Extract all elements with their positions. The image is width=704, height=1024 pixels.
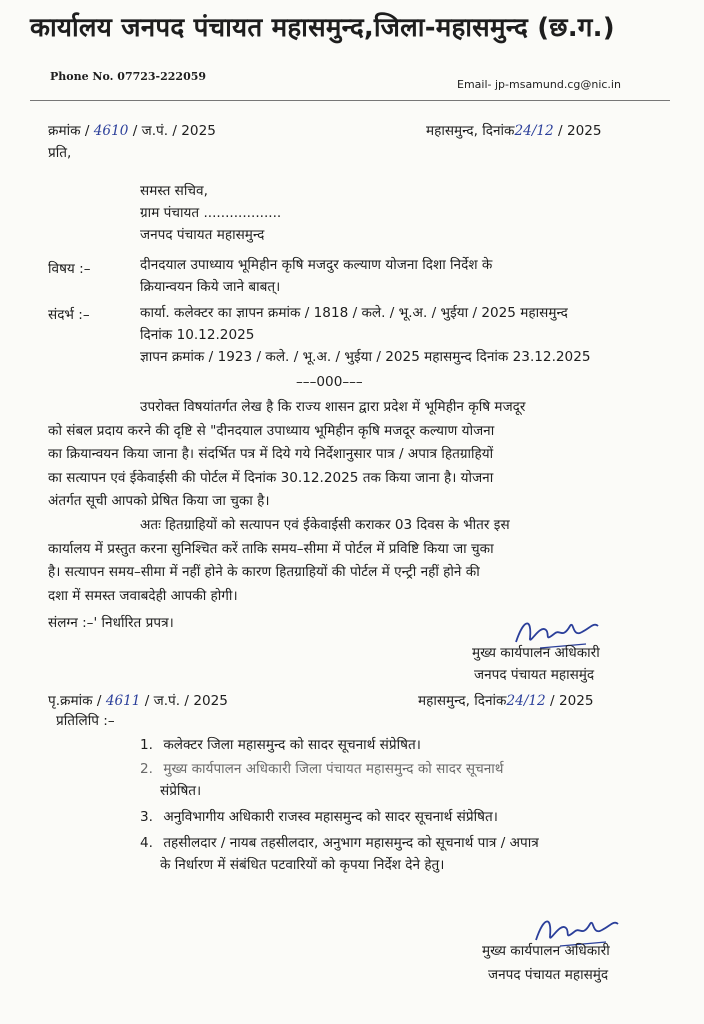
header-divider [30,100,670,101]
para-1-line-5: अंतर्गत सूची आपको प्रेषित किया जा चुका है। [48,493,270,509]
date-sep: / [531,123,537,139]
copy-item-text: मुख्य कार्यपालन अधिकारी जिला पंचायत महासमुन्द को सादर सूचनार्थ [163,761,504,777]
reference-line-1: कार्या. कलेक्टर का ज्ञापन क्रमांक / 1818 / कले. / भू.अ. / भुईया / 2025 महासमुन्द [140,305,568,321]
para-1-line-3: का क्रियान्वयन किया जाना है। संदर्भित पत्र में दिये गये निर्देशानुसार पात्र / अपात्र हितग्राहियों [48,446,494,462]
addressee-line-3: जनपद पंचायत महासमुन्द [140,227,265,243]
copy-item-text: कलेक्टर जिला महासमुन्द को सादर सूचनार्थ संप्रेषित। [163,737,421,753]
copy-item-text-continued: के निर्धारण में संबंधित पटवारियों को कृपया निर्देश देने हेतु। [160,857,445,873]
reference-line-3: ज्ञापन क्रमांक / 1923 / कले. / भू.अ. / भुईया / 2025 महासमुन्द दिनांक 23.12.2025 [140,349,591,365]
para-1-line-1: उपरोक्त विषयांतर्गत लेख है कि राज्य शासन द्वारा प्रदेश में भूमिहीन कृषि मजदूर [140,399,526,415]
date-prefix: महासमुन्द, दिनांक [426,123,515,139]
copy-item-text: अनुविभागीय अधिकारी राजस्व महासमुन्द को सादर सूचनार्थ संप्रेषित। [163,809,498,825]
date-month: 12 [536,123,554,139]
copy-label: प्रतिलिपि :– [56,713,115,729]
copy-item-text-continued: संप्रेषित। [160,783,202,799]
copy-date-prefix: महासमुन्द, दिनांक [418,693,507,709]
subject-label: विषय :– [48,261,91,277]
copy-item-number: 3. [140,809,153,825]
to-label: प्रति, [48,145,72,161]
copy-item-text: तहसीलदार / नायब तहसीलदार, अनुभाग महासमुन्द को सूचनार्थ पात्र / अपात्र [163,835,539,851]
copy-date-month: 12 [528,693,546,709]
para-2-line-1: अतः हितग्राहियों को सत्यापन एवं ईकेवाईसी कराकर 03 दिवस के भीतर इस [140,517,510,533]
letter-ref [48,120,216,139]
copy-item [140,806,498,828]
enclosure: संलग्न :–' निर्धारित प्रपत्र। [48,615,174,631]
paragraph-2 [48,514,638,608]
copy-date: महासमुन्द, दिनांक24/12 / 2025 [418,693,594,709]
copy-item-number: 4. [140,835,153,851]
signatory-title: मुख्य कार्यपालन अधिकारी [472,645,600,661]
phone-number: Phone No. 07723-222059 [50,70,207,83]
subject-text [140,254,630,298]
copy-ref-suffix: / ज.पं. / 2025 [144,693,228,709]
subject-line-1: दीनदयाल उपाध्याय भूमिहीन कृषि मजदुर कल्याण योजना दिशा निर्देश के [140,257,493,273]
office-heading: कार्यालय जनपद पंचायत महासमुन्द,जिला-महासमुन्द (छ.ग.) [30,13,615,43]
para-2-line-3: है। सत्यापन समय–सीमा में नहीं होने के कारण हितग्राहियों की पोर्टल में एन्ट्री नहीं होने की [48,564,480,580]
para-2-line-4: दशा में समस्त जवाबदेही आपकी होगी। [48,587,238,604]
copy-signatory-title: मुख्य कार्यपालन अधिकारी [482,943,610,959]
para-1-line-2: को संबल प्रदाय करने की दृष्टि से "दीनदयाल उपाध्याय भूमिहीन कृषि मजदूर कल्याण योजना [48,422,495,439]
addressee-line-2: ग्राम पंचायत .................. [140,205,282,221]
copy-date-day: 24 [506,693,524,709]
copy-item [140,734,421,756]
email-address: Email- jp-msamund.cg@nic.in [457,78,621,91]
copy-date-year: / 2025 [550,693,594,709]
ref-prefix: क्रमांक / [48,123,90,139]
para-1-line-4: का सत्यापन एवं ईकेवाईसी की पोर्टल में दिनांक 30.12.2025 तक किया जाना है। योजना [48,469,494,486]
reference-line-2: दिनांक 10.12.2025 [140,327,255,343]
copy-item [140,832,539,876]
date-year: / 2025 [558,123,602,139]
separator: –––000––– [296,374,363,390]
copy-ref [48,690,228,709]
ref-suffix: / ज.पं. / 2025 [132,123,216,139]
letter-date [426,120,602,139]
copy-item-number: 2. [140,761,153,777]
reference-text [140,302,591,368]
reference-label: संदर्भ :– [48,307,90,323]
para-2-line-2: कार्यालय में प्रस्तुत करना सुनिश्चित करें ताकि समय–सीमा में पोर्टल में प्रविष्टि किया जा चुका [48,540,494,557]
ref-number: 4610 [93,123,129,139]
date-day: 24 [514,123,532,139]
subject-line-2: क्रियान्वयन किये जाने बाबत्। [140,279,281,295]
addressee-line-1: समस्त सचिव, [140,183,208,199]
paragraph-1 [48,396,638,514]
signatory-office: जनपद पंचायत महासमुंद [474,667,595,683]
copy-item-number: 1. [140,737,153,753]
copy-ref-number: 4611 [105,693,141,709]
copy-ref-prefix: पृ.क्रमांक / [48,693,102,709]
copy-item [140,758,503,802]
copy-signatory-office: जनपद पंचायत महासमुंद [488,967,609,983]
